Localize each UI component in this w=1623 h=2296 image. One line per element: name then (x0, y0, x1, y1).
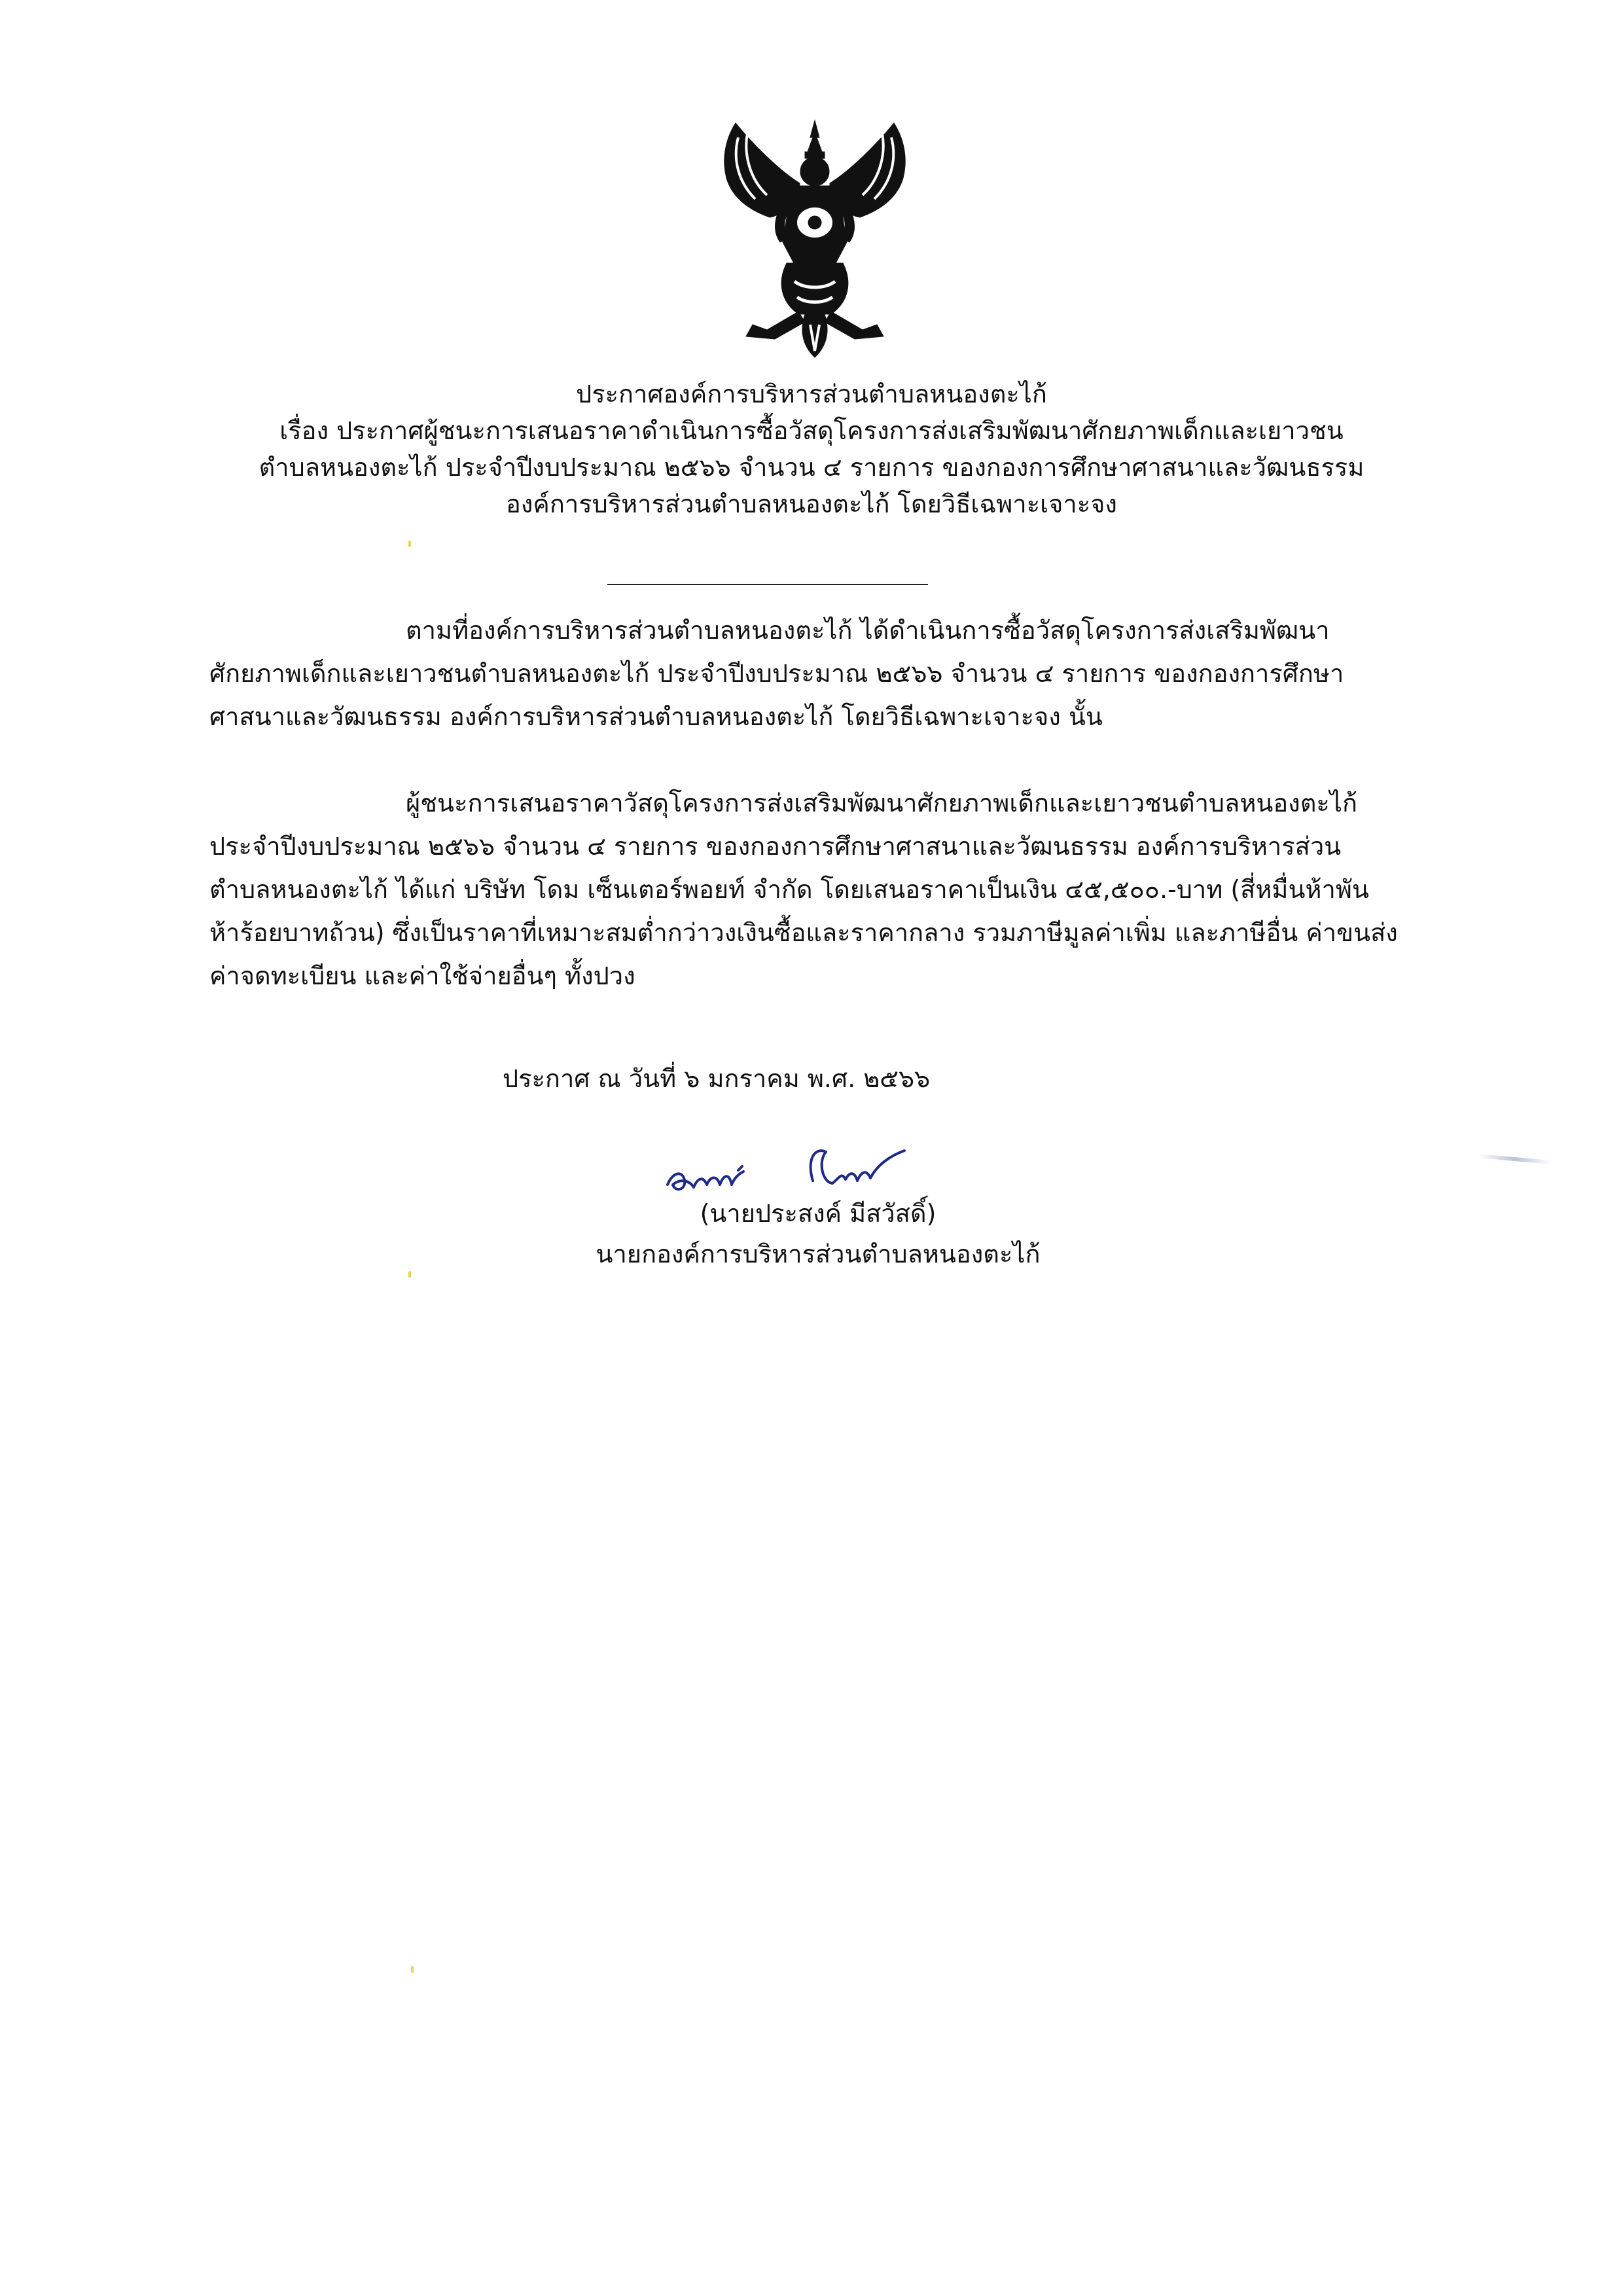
signer-position: นายกองค์การบริหารส่วนตำบลหนองตะไก้ (596, 1240, 1041, 1268)
garuda-emblem-icon (707, 118, 923, 360)
paragraph-line: ตำบลหนองตะไก้ ได้แก่ บริษัท โดม เซ็นเตอร์พอยท์ จำกัด โดยเสนอราคาเป็นเงิน ๔๕,๕๐๐.-บาท (สี่หมื่นห้าพัน (209, 875, 1369, 904)
announcement-date: ประกาศ ณ วันที่ ๖ มกราคม พ.ศ. ๒๕๖๖ (503, 1064, 931, 1093)
heading-divider (607, 584, 928, 585)
paragraph-line: ประจำปีงบประมาณ ๒๕๖๖ จำนวน ๔ รายการ ของกองการศึกษาศาสนาและวัฒนธรรม องค์การบริหารส่วน (209, 832, 1342, 861)
paragraph-line: ผู้ชนะการเสนอราคาวัสดุโครงการส่งเสริมพัฒนาศักยภาพเด็กและเยาวชนตำบลหนองตะไก้ (406, 789, 1357, 817)
signer-name: (นายประสงค์ มีสวัสดิ์) (700, 1199, 936, 1228)
paragraph-preamble (209, 609, 1466, 738)
paragraph-line: ตามที่องค์การบริหารส่วนตำบลหนองตะไก้ ได้ดำเนินการซื้อวัสดุโครงการส่งเสริมพัฒนา (406, 616, 1330, 645)
paragraph-line: ศาสนาและวัฒนธรรม องค์การบริหารส่วนตำบลหนองตะไก้ โดยวิธีเฉพาะเจาะจง นั้น (209, 702, 1103, 731)
paragraph-line: ศักยภาพเด็กและเยาวชนตำบลหนองตะไก้ ประจำปีงบประมาณ ๒๕๖๖ จำนวน ๔ รายการ ของกองการศึกษา (209, 659, 1344, 688)
heading-subject-line-3: องค์การบริหารส่วนตำบลหนองตะไก้ โดยวิธีเฉพาะเจาะจง (506, 490, 1117, 518)
scan-mark (1479, 1154, 1551, 1164)
paragraph-line: ค่าจดทะเบียน และค่าใช้จ่ายอื่นๆ ทั้งปวง (209, 961, 635, 990)
heading-organization: ประกาศองค์การบริหารส่วนตำบลหนองตะไก้ (576, 380, 1047, 408)
heading-subject-line-1: เรื่อง ประกาศผู้ชนะการเสนอราคาดำเนินการซื้อวัสดุโครงการส่งเสริมพัฒนาศักยภาพเด็กและเยาวชน (279, 416, 1344, 445)
scan-speck (408, 1271, 411, 1278)
scan-speck (411, 1966, 414, 1973)
heading-subject-line-2: ตำบลหนองตะไก้ ประจำปีงบประมาณ ๒๕๖๖ จำนวน ๔ รายการ ของกองการศึกษาศาสนาและวัฒนธรรม (259, 453, 1364, 482)
document-heading (131, 376, 1492, 522)
paragraph-winner (209, 781, 1466, 997)
paragraph-line: ห้าร้อยบาทถ้วน) ซึ่งเป็นราคาที่เหมาะสมต่ำกว่าวงเงินซื้อและราคากลาง รวมภาษีมูลค่าเพิ่ม และภาษีอื่น ค่าขนส่ง (209, 918, 1398, 947)
scan-speck (408, 541, 411, 547)
handwritten-signature (661, 1132, 936, 1204)
